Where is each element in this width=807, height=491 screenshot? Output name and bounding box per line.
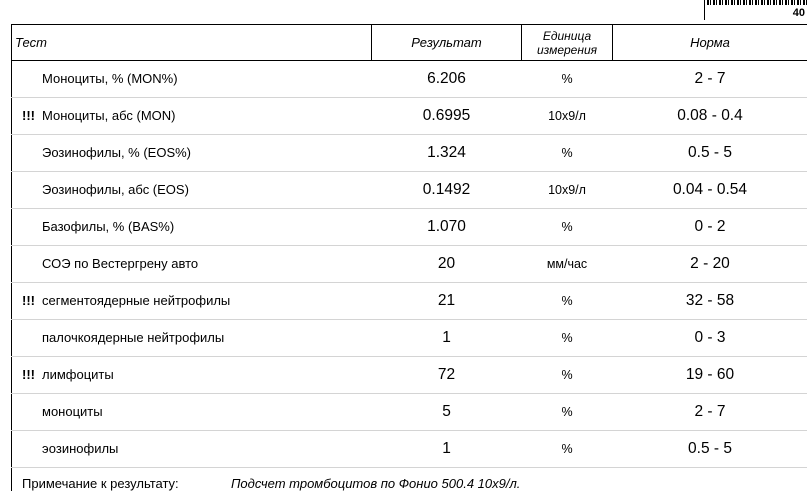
test-result: 0.6995	[372, 98, 522, 135]
test-name: палочкоядерные нейтрофилы	[42, 330, 225, 345]
test-cell	[12, 61, 372, 98]
test-result: 21	[372, 283, 522, 320]
results-body	[12, 61, 807, 468]
test-unit: %	[522, 209, 613, 246]
header-norm: Норма	[613, 25, 807, 61]
test-cell	[12, 357, 372, 394]
test-cell	[12, 246, 372, 283]
test-unit: %	[522, 283, 613, 320]
page-code: 40	[792, 7, 805, 19]
test-result: 1	[372, 431, 522, 468]
test-result: 6.206	[372, 61, 522, 98]
abnormal-flag: !!!	[22, 367, 35, 382]
test-unit: 10х9/л	[522, 172, 613, 209]
test-norm: 2 - 7	[613, 61, 807, 98]
test-name: сегментоядерные нейтрофилы	[42, 293, 231, 308]
test-name: Базофилы, % (BAS%)	[42, 219, 175, 234]
test-cell	[12, 98, 372, 135]
test-unit: 10х9/л	[522, 98, 613, 135]
table-row	[12, 172, 807, 209]
header-test: Тест	[12, 25, 372, 61]
abnormal-flag: !!!	[22, 108, 35, 123]
test-cell	[12, 283, 372, 320]
test-norm: 0.08 - 0.4	[613, 98, 807, 135]
table-row	[12, 98, 807, 135]
test-name: СОЭ по Вестергрену авто	[42, 256, 199, 271]
test-cell	[12, 431, 372, 468]
test-result: 1	[372, 320, 522, 357]
test-name: моноциты	[42, 404, 103, 419]
note-label: Примечание к результату:	[22, 476, 179, 491]
table-row	[12, 61, 807, 98]
test-name: Эозинофилы, % (EOS%)	[42, 145, 192, 160]
barcode	[707, 0, 807, 5]
header-result: Результат	[372, 25, 522, 61]
test-norm: 2 - 20	[613, 246, 807, 283]
test-name: Моноциты, абс (MON)	[42, 108, 176, 123]
header-unit	[522, 25, 613, 61]
results-table	[11, 24, 807, 468]
result-note	[11, 468, 807, 491]
test-unit: %	[522, 394, 613, 431]
test-unit: %	[522, 135, 613, 172]
test-result: 72	[372, 357, 522, 394]
test-unit: %	[522, 320, 613, 357]
test-name: эозинофилы	[42, 441, 119, 456]
test-name: Эозинофилы, абс (EOS)	[42, 182, 189, 197]
test-norm: 0.5 - 5	[613, 135, 807, 172]
test-unit: %	[522, 357, 613, 394]
test-norm: 0.5 - 5	[613, 431, 807, 468]
header-unit-line2: измерения	[536, 42, 598, 57]
test-name: лимфоциты	[42, 367, 114, 382]
test-result: 5	[372, 394, 522, 431]
test-name: Моноциты, % (MON%)	[42, 71, 178, 86]
test-cell	[12, 394, 372, 431]
test-cell	[12, 172, 372, 209]
table-row	[12, 135, 807, 172]
test-result: 0.1492	[372, 172, 522, 209]
test-unit: мм/час	[522, 246, 613, 283]
test-norm: 0.04 - 0.54	[613, 172, 807, 209]
abnormal-flag: !!!	[22, 293, 35, 308]
barcode-box	[704, 0, 807, 20]
table-row	[12, 209, 807, 246]
header-unit-line1: Единица	[542, 28, 592, 43]
table-row	[12, 431, 807, 468]
test-cell	[12, 320, 372, 357]
table-row	[12, 394, 807, 431]
test-cell	[12, 135, 372, 172]
test-norm: 0 - 3	[613, 320, 807, 357]
note-text: Подсчет тромбоцитов по Фонио 500.4 10х9/л.	[231, 476, 521, 491]
test-unit: %	[522, 431, 613, 468]
test-result: 20	[372, 246, 522, 283]
test-cell	[12, 209, 372, 246]
test-norm: 0 - 2	[613, 209, 807, 246]
table-row	[12, 320, 807, 357]
table-row	[12, 246, 807, 283]
test-norm: 32 - 58	[613, 283, 807, 320]
table-row	[12, 357, 807, 394]
test-result: 1.324	[372, 135, 522, 172]
test-result: 1.070	[372, 209, 522, 246]
test-unit: %	[522, 61, 613, 98]
test-norm: 19 - 60	[613, 357, 807, 394]
test-norm: 2 - 7	[613, 394, 807, 431]
table-header-row	[12, 25, 807, 61]
table-row	[12, 283, 807, 320]
